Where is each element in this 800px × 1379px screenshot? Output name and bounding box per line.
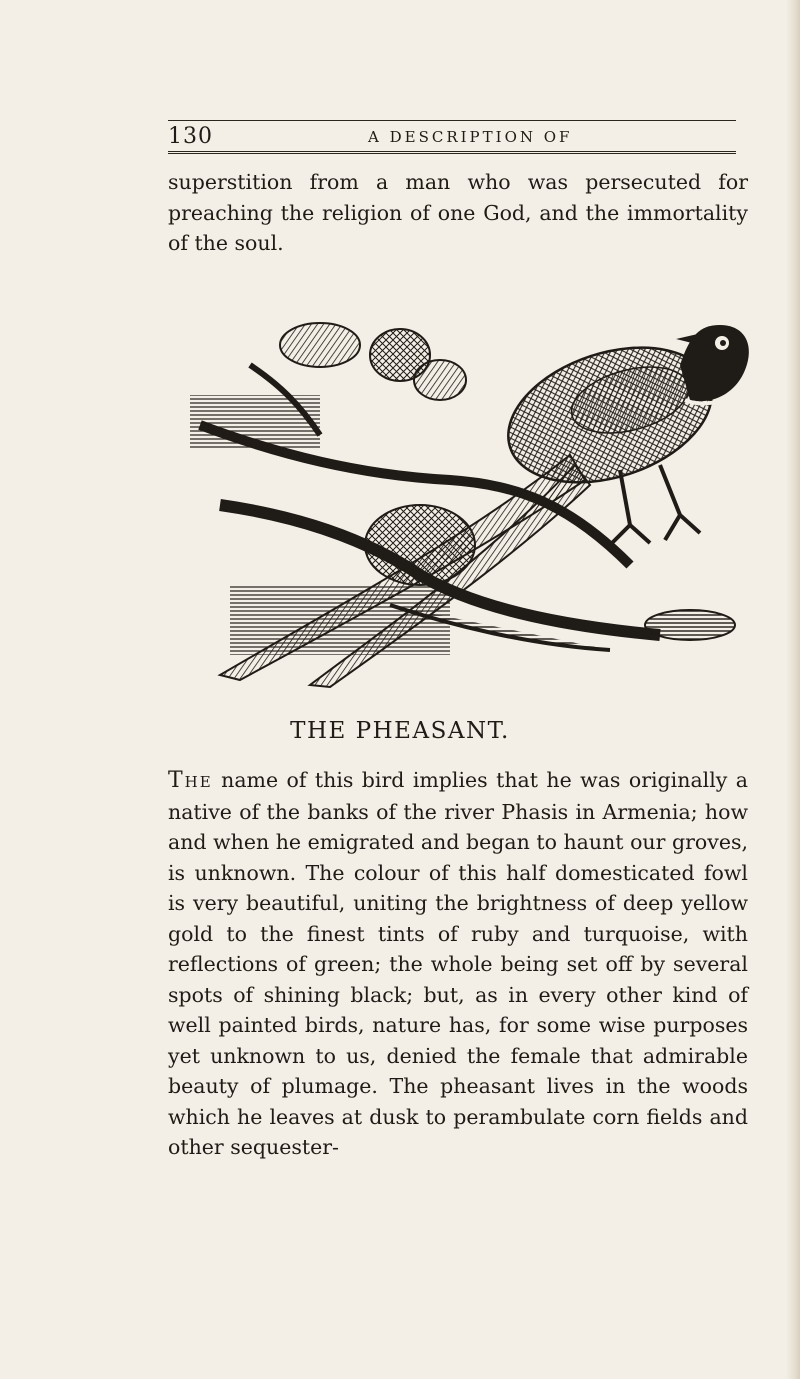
header-rule-bottom <box>168 151 736 154</box>
page-number: 130 <box>168 124 213 149</box>
paragraph-continuation: superstition from a man who was persecuted for preaching the religion of one God, and the immortality of the soul. <box>168 170 748 255</box>
running-head <box>168 120 736 154</box>
page-edge <box>786 0 800 1379</box>
paragraph-body: name of this bird implies that he was originally a native of the banks of the river Phasis in Armenia; how and when he emigrated and began to haunt our groves, is unknown. The colour of this half domesticated fowl is very beautiful, uniting the brightness of deep yellow gold to the finest tints of ruby and turquoise, with reflections of green; the whole being set off by several spots of shining black; but, as in every other kind of well painted birds, nature has, for some wise purposes yet unknown to us, denied the female that admirable beauty of plumage. The pheasant lives in the woods which he leaves at dusk to perambulate corn fields and other sequester- <box>168 768 748 1159</box>
header-rule-top <box>168 120 736 121</box>
first-word: The <box>168 768 213 793</box>
pheasant-engraving-icon <box>190 305 760 695</box>
paragraph-pheasant-description <box>168 765 748 1163</box>
running-title: A DESCRIPTION OF <box>368 128 573 146</box>
figure-caption: THE PHEASANT. <box>290 718 510 744</box>
